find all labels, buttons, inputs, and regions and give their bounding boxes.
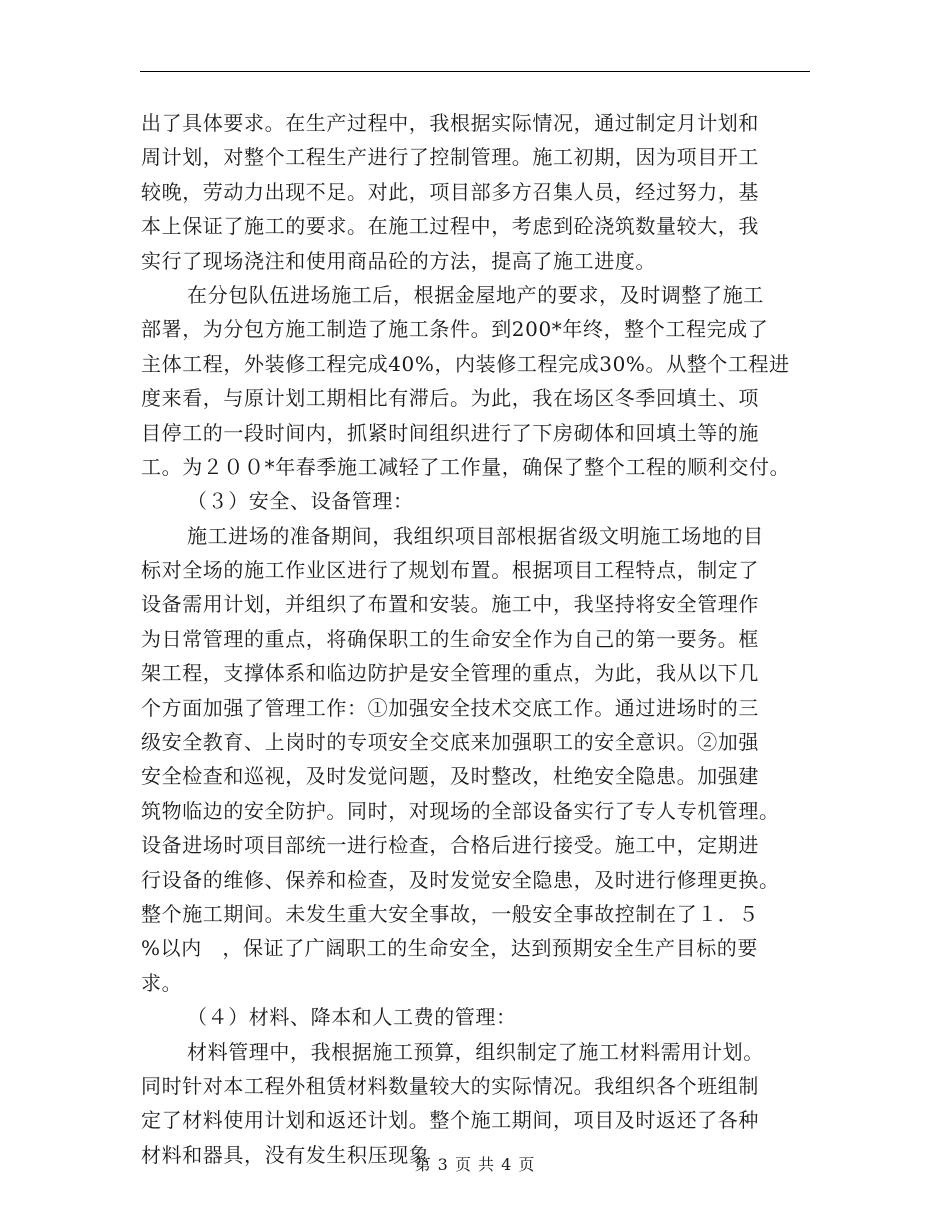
text-line: 标对全场的施工作业区进行了规划布置。根据项目工程特点，制定了	[141, 558, 759, 583]
text-line: 本上保证了施工的要求。在施工过程中，考虑到砼浇筑数量较大，我	[141, 214, 759, 239]
text-line: （４）材料、降本和人工费的管理：	[187, 1005, 517, 1030]
text-line: 架工程，支撑体系和临边防护是安全管理的重点，为此，我从以下几	[141, 661, 759, 686]
header-rule	[140, 71, 810, 72]
text-line: 为日常管理的重点，将确保职工的生命安全作为自己的第一要务。框	[141, 626, 759, 651]
text-line: 度来看，与原计划工期相比有滞后。为此，我在场区冬季回填土、项	[141, 386, 759, 411]
text-line: 个方面加强了管理工作：①加强安全技术交底工作。通过进场时的三	[141, 695, 759, 720]
text-line: 出了具体要求。在生产过程中，我根据实际情况，通过制定月计划和	[141, 111, 759, 135]
text-line: 工。为２００*年春季施工减轻了工作量，确保了整个工程的顺利交付。	[141, 454, 791, 479]
text-line: 设备进场时项目部统一进行检查，合格后进行接受。施工中，定期进	[141, 833, 759, 858]
text-line: 行设备的维修、保养和检查，及时发觉安全隐患，及时进行修理更换。	[141, 867, 780, 892]
text-line: （３）安全、设备管理：	[187, 489, 414, 514]
text-line: 材料和器具，没有发生积压现象	[141, 1142, 430, 1167]
text-line: 安全检查和巡视，及时发觉问题，及时整改，杜绝安全隐患。加强建	[141, 764, 759, 789]
text-line: 级安全教育、上岗时的专项安全交底来加强职工的安全意识。②加强	[141, 730, 759, 755]
document-body	[141, 106, 821, 1172]
text-line: 材料管理中，我根据施工预算，组织制定了施工材料需用计划。	[187, 1039, 764, 1064]
text-line: 在分包队伍进场施工后，根据金屋地产的要求，及时调整了施工	[187, 282, 764, 307]
text-line: 定了材料使用计划和返还计划。整个施工期间，项目及时返还了各种	[141, 1108, 759, 1133]
text-line: 周计划，对整个工程生产进行了控制管理。施工初期，因为项目开工	[141, 145, 759, 170]
text-line: 设备需用计划，并组织了布置和安装。施工中，我坚持将安全管理作	[141, 592, 759, 617]
text-line: %以内 ，保证了广阔职工的生命安全，达到预期安全生产目标的要	[141, 936, 759, 961]
text-line: 同时针对本工程外租赁材料数量较大的实际情况。我组织各个班组制	[141, 1073, 759, 1098]
text-line: 主体工程，外装修工程完成40%，内装修工程完成30%。从整个工程进	[141, 351, 790, 376]
text-line: 较晚，劳动力出现不足。对此，项目部多方召集人员，经过努力，基	[141, 179, 759, 204]
text-line: 目停工的一段时间内，抓紧时间组织进行了下房砌体和回填土等的施	[141, 420, 759, 445]
text-line: 筑物临边的安全防护。同时，对现场的全部设备实行了专人专机管理。	[141, 798, 780, 823]
text-line: 求。	[141, 970, 183, 995]
text-line: 部署，为分包方施工制造了施工条件。到200*年终，整个工程完成了	[141, 317, 769, 342]
text-line: 施工进场的准备期间，我组织项目部根据省级文明施工场地的目	[187, 523, 764, 548]
text-line: 整个施工期间。未发生重大安全事故，一般安全事故控制在了１．５	[141, 901, 759, 926]
page-footer: 第 3 页 共 4 页	[414, 1155, 536, 1174]
text-line: 实行了现场浇注和使用商品砼的方法，提高了施工进度。	[141, 248, 656, 273]
